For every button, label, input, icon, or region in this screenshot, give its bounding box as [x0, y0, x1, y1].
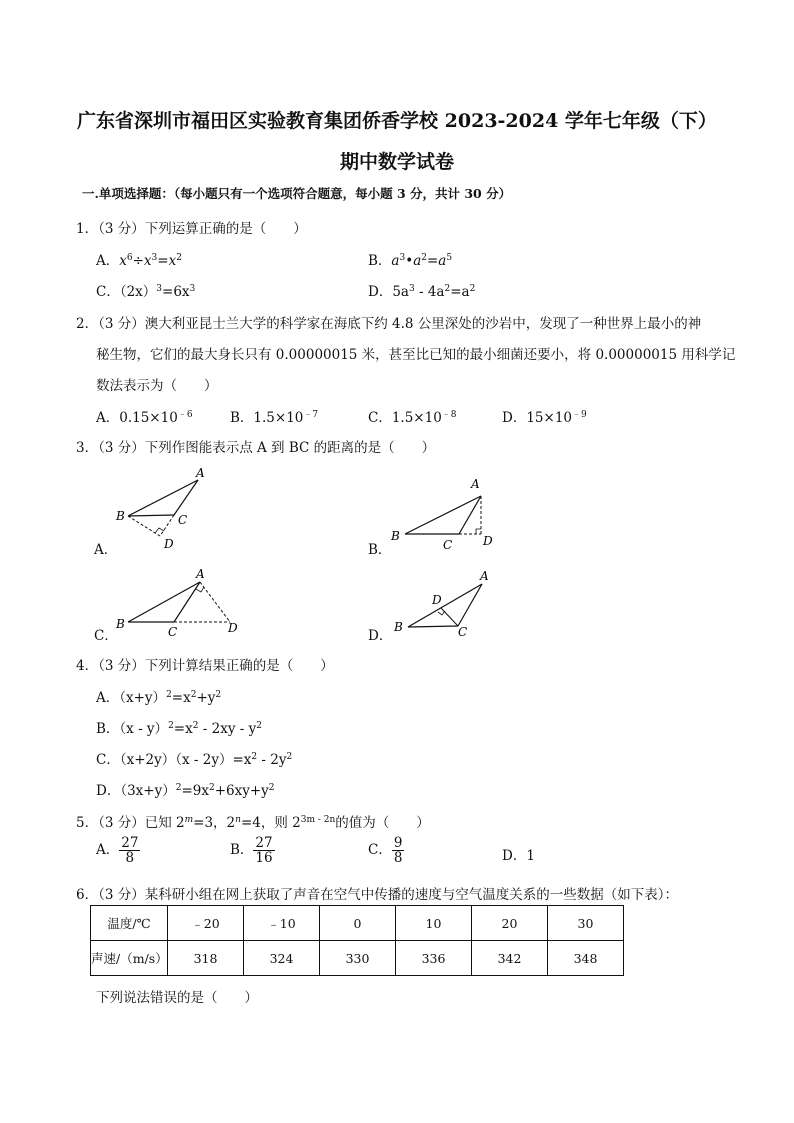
table-row	[91, 941, 624, 976]
q3-stem: 3．（3 分）下列作图能表示点 A 到 BC 的距离的是（ ）	[76, 440, 436, 456]
q2-line3: 数法表示为（ ）	[96, 378, 218, 394]
q2-option-a: A．$0.15\times 10^{﹣6}$	[96, 410, 193, 426]
q5-stem: 5．（3 分）已知 $2^m=3$，$2^n=4$，则 $2^{3m - 2n}$的值为（ ）	[76, 815, 430, 831]
table-cell: 20	[472, 906, 548, 941]
table-row	[91, 906, 624, 941]
table-cell: 30	[548, 906, 624, 941]
q3-option-b-label: B．	[368, 542, 392, 558]
table-header-speed: 声速/（m/s）	[91, 941, 168, 976]
exam-title-line1: 广东省深圳市福田区实验教育集团侨香学校 2023-2024 学年七年级（下）	[77, 110, 717, 132]
q3a-point-b: B	[116, 509, 125, 523]
q4-option-b: B．$(x - y)^2=x^2 - 2xy - y^2$	[96, 721, 262, 737]
table-cell: 342	[472, 941, 548, 976]
table-cell: 318	[168, 941, 244, 976]
q3b-point-b: B	[391, 529, 400, 543]
q2-option-c: C．$1.5\times 10^{﹣8}$	[368, 410, 457, 426]
table-cell: ﹣10	[244, 906, 320, 941]
q3b-point-a: A	[471, 477, 480, 491]
q3c-point-a: A	[196, 567, 205, 581]
table-cell: 0	[320, 906, 396, 941]
q4-option-c: C．$(x+2y)(x - 2y)=x^2 - 2y^2$	[96, 752, 293, 768]
table-cell: 324	[244, 941, 320, 976]
q1-stem: 1．（3 分）下列运算正确的是（ ）	[76, 221, 307, 237]
table-cell: ﹣20	[168, 906, 244, 941]
q3-option-a-label: A．	[94, 542, 118, 558]
exam-title-line2: 期中数学试卷	[339, 151, 454, 173]
q3c-point-d: D	[228, 621, 238, 635]
q3d-point-a: A	[480, 569, 489, 583]
q5-option-b: B． $\frac{27}{16}$	[230, 835, 273, 867]
q1-option-a: A．$x^6\div x^3=x^2$	[96, 253, 182, 269]
table-cell: 348	[548, 941, 624, 976]
q3c-point-b: B	[116, 617, 125, 631]
q3-figure-d	[390, 568, 500, 642]
q3d-point-b: B	[394, 620, 403, 634]
q3-option-d-label: D．	[368, 628, 393, 644]
q3a-point-d: D	[164, 537, 174, 551]
q5-option-a: A． $\frac{27}{8}$	[96, 835, 139, 867]
q1-option-c: C．$(2x)^3=6x^3$	[96, 284, 196, 300]
q3d-point-d: D	[432, 593, 442, 607]
q2-option-b: B．$1.5\times 10^{﹣7}$	[230, 410, 319, 426]
q2-option-d: D．$15\times 10^{﹣9}$	[502, 410, 587, 426]
q3d-point-c: C	[458, 625, 468, 639]
table-cell: 330	[320, 941, 396, 976]
q3-figure-c	[112, 562, 252, 642]
table-header-temperature: 温度/℃	[91, 906, 168, 941]
q3-option-c-label: C．	[94, 628, 118, 644]
q1-option-b: B．$a^3•a^2=a^5$	[368, 253, 453, 269]
q2-line1: 2．（3 分）澳大利亚昆士兰大学的科学家在海底下约 4.8 公里深处的沙岩中，发现了一种世界上最小的神	[76, 316, 702, 332]
q5-option-d: D．1	[502, 848, 535, 864]
q5-option-c: C． $\frac{9}{8}$	[368, 835, 403, 867]
q2-line2: 秘生物，它们的最大身长只有 0.00000015 米，甚至比已知的最小细菌还要小，将 0.00000015 用科学记	[96, 347, 736, 363]
q3-figure-b	[385, 472, 505, 554]
q3a-point-a: A	[196, 466, 205, 480]
q3a-point-c: C	[178, 513, 188, 527]
q6-data-table	[90, 905, 624, 976]
q3b-point-c: C	[443, 538, 453, 552]
q4-option-d: D．$(3x+y)^2=9x^2+6xy+y^2$	[96, 783, 275, 799]
q1-option-d: D．$5a^3 - 4a^2=a^2$	[368, 284, 476, 300]
q3-figure-a	[110, 462, 220, 554]
q6-after-text: 下列说法错误的是（ ）	[96, 990, 258, 1006]
q3b-point-d: D	[483, 534, 493, 548]
table-cell: 10	[396, 906, 472, 941]
q4-stem: 4．（3 分）下列计算结果正确的是（ ）	[76, 658, 334, 674]
section-heading: 一.单项选择题：（每小题只有一个选项符合题意，每小题 3 分，共计 30 分）	[82, 186, 512, 201]
table-cell: 336	[396, 941, 472, 976]
q3c-point-c: C	[168, 625, 178, 639]
q4-option-a: A．$(x+y)^2=x^2+y^2$	[96, 690, 222, 706]
q6-stem: 6．（3 分）某科研小组在网上获取了声音在空气中传播的速度与空气温度关系的一些数据（如下表）：	[76, 887, 678, 903]
